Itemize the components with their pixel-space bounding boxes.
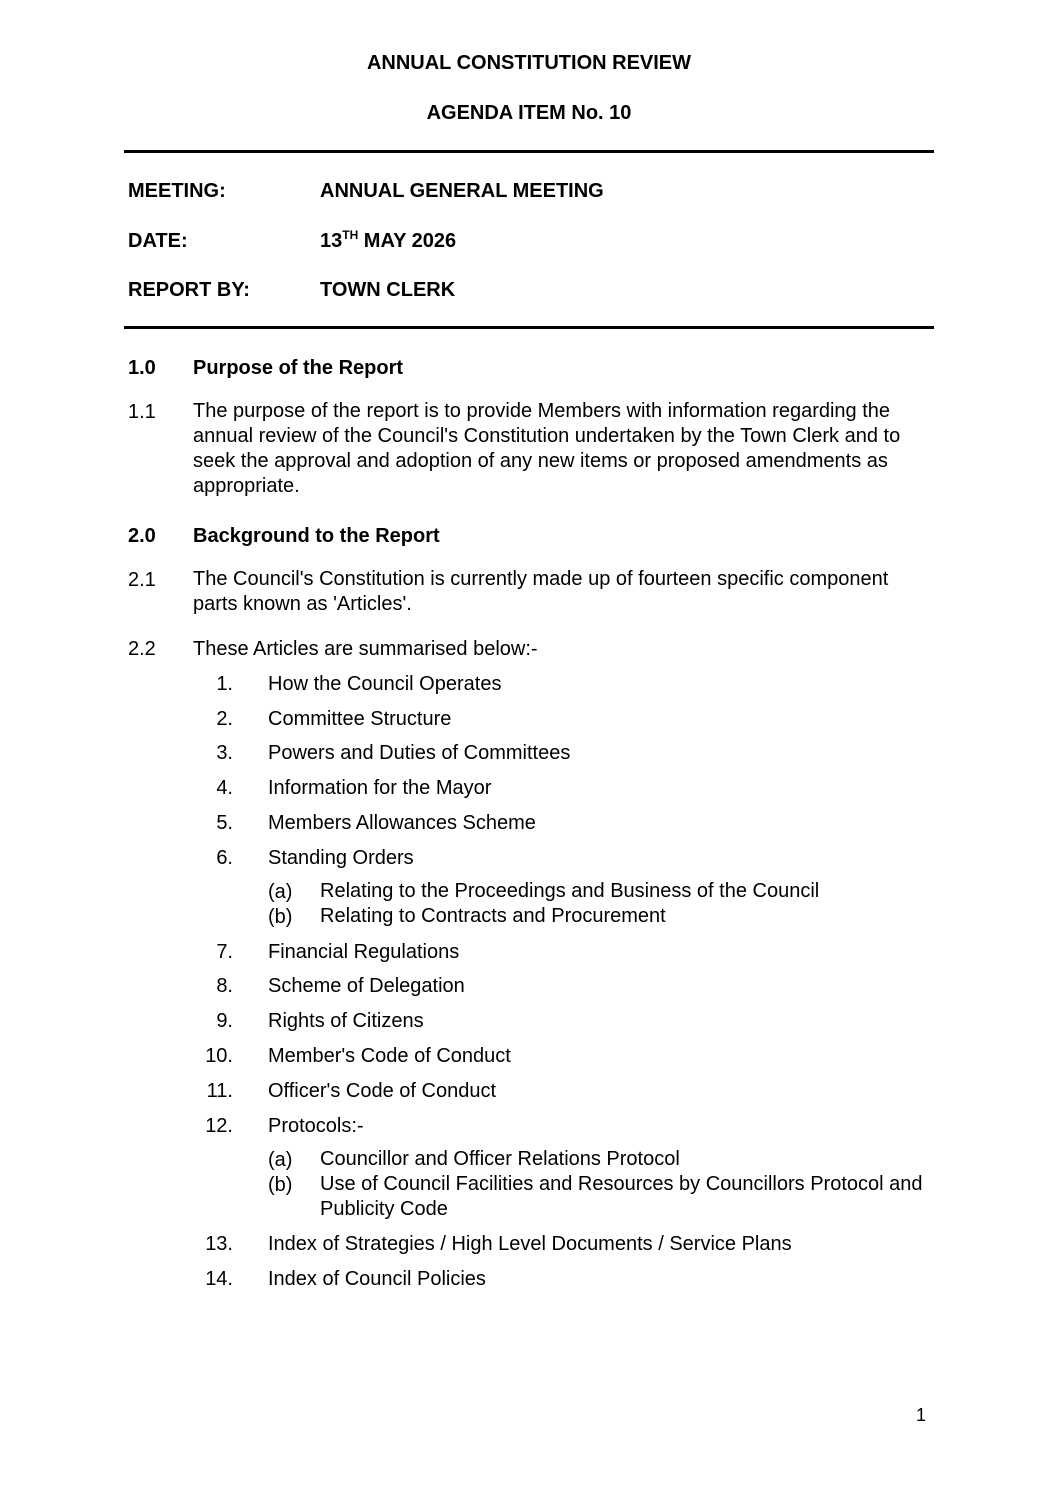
meeting-label: MEETING:: [128, 180, 226, 202]
list-item-number: 8.: [216, 975, 233, 997]
section-2-number: 2.0: [128, 525, 156, 547]
list-item-text: Officer's Code of Conduct: [268, 1080, 497, 1102]
date-suffix: TH: [342, 228, 359, 242]
para-2-1-text: The Council's Constitution is currently made up of fourteen specific component parts known as 'Articles'.: [193, 568, 889, 615]
list-item-number: 3.: [216, 742, 233, 764]
para-2-2-number: 2.2: [128, 638, 156, 660]
list-item-text: Index of Strategies / High Level Documents / Service Plans: [268, 1233, 792, 1255]
sub-list-text: Councillor and Officer Relations Protocol: [320, 1148, 680, 1170]
list-item-text: Scheme of Delegation: [268, 975, 465, 997]
list-item-text: Rights of Citizens: [268, 1010, 424, 1032]
date-day: 13: [320, 230, 343, 252]
list-item-number: 5.: [216, 812, 233, 834]
list-item-number: 9.: [216, 1010, 233, 1032]
para-2-1-number: 2.1: [128, 569, 156, 591]
list-item-number: 7.: [216, 941, 233, 963]
top-rule: [124, 150, 934, 153]
sub-list-text: Relating to the Proceedings and Business of the Council: [320, 880, 820, 902]
list-item-number: 2.: [216, 708, 233, 730]
page-number: 1: [916, 1405, 927, 1425]
sub-list-text: Relating to Contracts and Procurement: [320, 905, 666, 927]
list-item-number: 6.: [216, 847, 233, 869]
list-item-text: Financial Regulations: [268, 941, 460, 963]
para-1-1-number: 1.1: [128, 401, 156, 423]
list-item-text: Protocols:-: [268, 1115, 364, 1137]
agenda-item: AGENDA ITEM No. 10: [426, 102, 632, 124]
sub-list-letter: (b): [268, 906, 293, 928]
bottom-rule: [124, 326, 934, 329]
list-item-text: Committee Structure: [268, 708, 452, 730]
list-item-text: Members Allowances Scheme: [268, 812, 536, 834]
sub-list-letter: (a): [268, 1149, 293, 1171]
meeting-value: ANNUAL GENERAL MEETING: [320, 180, 604, 202]
list-item-text: Standing Orders: [268, 847, 414, 869]
list-item-number: 11.: [206, 1080, 233, 1102]
sub-list-letter: (a): [268, 881, 293, 903]
para-1-1-text: The purpose of the report is to provide Members with information regarding the annual review of the Council's Constitution undertaken by the Town Clerk and to seek the approval and adoption of any new items or proposed amendments as appropriate.: [193, 400, 901, 497]
report-by-label: REPORT BY:: [128, 279, 250, 301]
list-item-text: How the Council Operates: [268, 673, 502, 695]
list-item-number: 12.: [205, 1115, 233, 1137]
para-2-2-text: These Articles are summarised below:-: [193, 638, 538, 660]
list-item-text: Powers and Duties of Committees: [268, 742, 571, 764]
date-rest: MAY 2026: [358, 230, 457, 252]
section-2-heading: Background to the Report: [193, 525, 440, 547]
list-item-number: 13.: [205, 1233, 233, 1255]
list-item-number: 4.: [216, 777, 233, 799]
sub-list-text: Use of Council Facilities and Resources by Councillors Protocol and Publicity Code: [320, 1173, 923, 1220]
list-item-number: 1.: [216, 673, 233, 695]
list-item-number: 14.: [205, 1268, 233, 1290]
list-item-text: Index of Council Policies: [268, 1268, 486, 1290]
sub-list-letter: (b): [268, 1174, 293, 1196]
section-1-number: 1.0: [128, 357, 156, 379]
document-title: ANNUAL CONSTITUTION REVIEW: [366, 52, 692, 74]
date-value: [320, 230, 456, 253]
report-by-value: TOWN CLERK: [320, 279, 456, 301]
list-item-text: Information for the Mayor: [268, 777, 492, 799]
list-item-number: 10.: [205, 1045, 233, 1067]
date-label: DATE:: [128, 230, 188, 252]
list-item-text: Member's Code of Conduct: [268, 1045, 511, 1067]
section-1-heading: Purpose of the Report: [193, 357, 404, 379]
